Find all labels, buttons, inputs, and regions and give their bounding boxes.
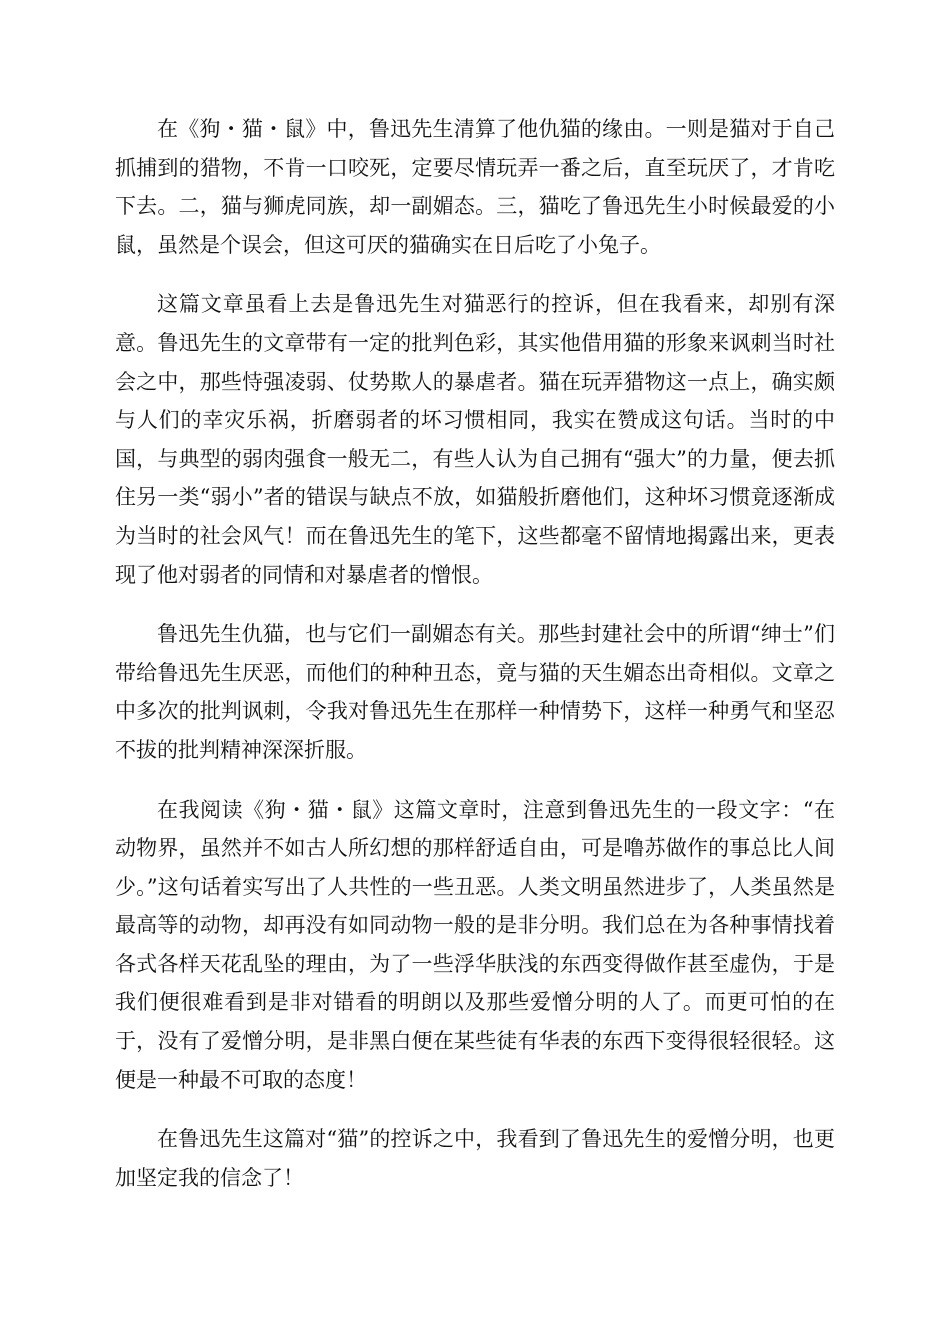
paragraph-2: 这篇文章虽看上去是鲁迅先生对猫恶行的控诉，但在我看来，却别有深意。鲁迅先生的文章带有一定的批判色彩，其实他借用猫的形象来讽刺当时社会之中，那些恃强凌弱、仗势欺人的暴虐者。猫在玩弄猎物这一点上，确实颇与人们的幸灾乐祸，折磨弱者的坏习惯相同，我实在赞成这句话。当时的中国，与典型的弱肉强食一般无二，有些人认为自己拥有“强大”的力量，便去抓住另一类“弱小”者的错误与缺点不放，如猫般折磨他们，这种坏习惯竟逐渐成为当时的社会风气！而在鲁迅先生的笔下，这些都毫不留情地揭露出来，更表现了他对弱者的同情和对暴虐者的憎恨。 <box>115 292 835 587</box>
paragraph-1: 在《狗・猫・鼠》中，鲁迅先生清算了他仇猫的缘由。一则是猫对于自己抓捕到的猎物，不肯一口咬死，定要尽情玩弄一番之后，直至玩厌了，才肯吃下去。二，猫与狮虎同族，却一副媚态。三，猫吃了鲁迅先生小时候最爱的小鼠，虽然是个误会，但这可厌的猫确实在日后吃了小兔子。 <box>115 117 835 257</box>
paragraph-4: 在我阅读《狗・猫・鼠》这篇文章时，注意到鲁迅先生的一段文字：“在动物界，虽然并不如古人所幻想的那样舒适自由，可是噜苏做作的事总比人间少。”这句话着实写出了人共性的一些丑恶。人类文明虽然进步了，人类虽然是最高等的动物，却再没有如同动物一般的是非分明。我们总在为各种事情找着各式各样天花乱坠的理由，为了一些浮华肤浅的东西变得做作甚至虚伪，于是我们便很难看到是非对错看的明朗以及那些爱憎分明的人了。而更可怕的在于，没有了爱憎分明，是非黑白便在某些徒有华表的东西下变得很轻很轻。这便是一种最不可取的态度！ <box>115 797 835 1092</box>
document-body <box>115 110 835 1218</box>
paragraph-3: 鲁迅先生仇猫，也与它们一副媚态有关。那些封建社会中的所谓“绅士”们带给鲁迅先生厌恶，而他们的种种丑态，竟与猫的天生媚态出奇相似。文章之中多次的批判讽刺，令我对鲁迅先生在那样一种情势下，这样一种勇气和坚忍不拔的批判精神深深折服。 <box>115 622 835 762</box>
paragraph-5: 在鲁迅先生这篇对“猫”的控诉之中，我看到了鲁迅先生的爱憎分明，也更加坚定我的信念了！ <box>115 1127 835 1190</box>
